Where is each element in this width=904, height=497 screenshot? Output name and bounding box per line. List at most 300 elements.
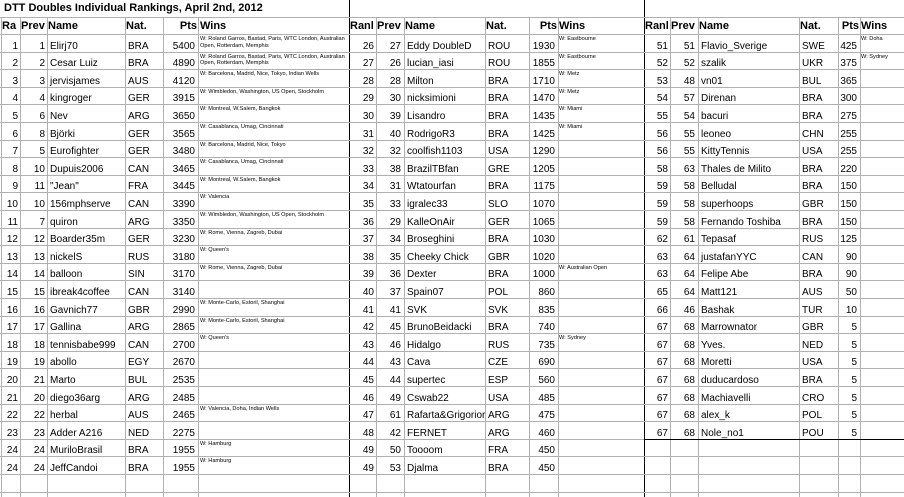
cell-pts: 460 <box>538 427 555 439</box>
cell-wins <box>861 142 904 158</box>
cell-pts: 3465 <box>172 163 195 175</box>
cell-nat: SLO <box>488 199 509 210</box>
cell-name: balloon <box>50 269 83 281</box>
cell-name: Matt121 <box>701 287 738 298</box>
cell-name: Belludal <box>701 181 737 193</box>
cell-rank: 41 <box>362 304 374 316</box>
cell-prev: 32 <box>389 146 401 158</box>
cell-wins <box>559 247 643 263</box>
cell-rank: 10 <box>6 199 18 210</box>
cell-name: Elirj70 <box>50 40 78 52</box>
header-prev: Prev <box>377 20 401 32</box>
cell-nat: UKR <box>802 58 824 70</box>
cell-name: Cswab22 <box>407 392 449 404</box>
cell-nat: BRA <box>802 93 823 105</box>
header-nat: Nat. <box>486 20 507 32</box>
header-divider <box>0 34 904 35</box>
cell-wins <box>559 194 643 210</box>
cell-rank: 28 <box>362 75 374 87</box>
cell-rank: 67 <box>656 427 668 439</box>
cell-pts: 2485 <box>172 392 195 404</box>
cell-name: BrazilTBfan <box>407 163 459 175</box>
cell-name: justafanYYC <box>701 251 757 263</box>
cell-rank: 14 <box>6 269 18 281</box>
cell-name: lucian_iasi <box>407 58 454 70</box>
cell-rank: 13 <box>6 251 18 263</box>
cell-pts: 10 <box>845 304 857 316</box>
row-divider <box>0 386 904 387</box>
cell-wins <box>200 388 348 404</box>
cell-rank: 47 <box>362 410 374 422</box>
cell-rank: 67 <box>656 322 668 334</box>
cell-rank: 17 <box>6 322 18 334</box>
header-wins: Wins <box>861 20 888 32</box>
cell-rank: 26 <box>362 40 374 52</box>
cell-pts: 3565 <box>172 128 195 140</box>
cell-prev: 58 <box>683 216 695 228</box>
row-divider <box>0 474 904 475</box>
header-name: Name <box>405 20 435 32</box>
cell-nat: BRA <box>128 463 149 474</box>
cell-prev: 10 <box>33 163 45 175</box>
cell-pts: 485 <box>538 392 555 404</box>
cell-prev: 61 <box>683 234 695 246</box>
cell-pts: 1030 <box>532 234 555 246</box>
cell-rank: 24 <box>6 463 18 474</box>
header-rank: Ra <box>2 20 17 32</box>
cell-nat: ESP <box>488 375 509 386</box>
cell-rank: 37 <box>362 234 374 246</box>
table-end-line <box>644 439 904 440</box>
cell-name: Fernando Toshiba <box>701 216 781 228</box>
cell-prev: 41 <box>389 304 401 316</box>
cell-pts: 3180 <box>172 251 195 263</box>
cell-name: Moretti <box>701 357 732 369</box>
cell-prev: 24 <box>33 445 45 457</box>
cell-nat: EGY <box>128 357 150 369</box>
cell-pts: 3350 <box>172 216 195 228</box>
cell-prev: 51 <box>683 40 695 52</box>
cell-prev: 49 <box>389 392 401 404</box>
cell-prev: 63 <box>683 163 695 175</box>
cell-name: tennisbabe999 <box>50 339 116 351</box>
cell-name: alex_k <box>701 410 730 422</box>
cell-nat: GER <box>128 234 150 246</box>
cell-wins <box>559 370 643 386</box>
cell-name: Nole_no1 <box>701 427 744 439</box>
cell-name: Wtatourfan <box>407 181 456 193</box>
cell-name: abollo <box>50 357 77 369</box>
cell-prev: 3 <box>39 75 45 87</box>
row-divider <box>0 404 904 405</box>
cell-rank: 31 <box>362 128 374 140</box>
cell-pts: 50 <box>845 287 857 298</box>
cell-pts: 425 <box>840 40 857 52</box>
cell-wins: W: Montreal, W.Salem, Bangkok <box>200 176 281 183</box>
row-divider <box>0 87 904 88</box>
cell-wins <box>200 353 348 369</box>
cell-name: Cheeky Chick <box>407 251 469 263</box>
cell-prev: 54 <box>683 111 695 122</box>
cell-prev: 50 <box>389 445 401 457</box>
cell-name: 156mphserve <box>50 199 111 210</box>
cell-prev: 6 <box>39 111 45 122</box>
cell-nat: CAN <box>802 251 824 263</box>
cell-wins <box>861 423 904 439</box>
cell-nat: USA <box>488 146 509 158</box>
cell-nat: CZE <box>488 357 508 369</box>
cell-wins <box>861 335 904 351</box>
cell-pts: 90 <box>845 251 857 263</box>
cell-prev: 68 <box>683 357 695 369</box>
cell-pts: 2465 <box>172 410 195 422</box>
cell-wins: W: Valencia, Doha, Indian Wells <box>200 405 280 412</box>
cell-rank: 45 <box>362 375 374 386</box>
cell-wins <box>559 388 643 404</box>
cell-name: szalik <box>701 58 727 70</box>
header-rank: Ranl <box>645 20 669 32</box>
cell-pts: 275 <box>840 111 857 122</box>
cell-rank: 35 <box>362 199 374 210</box>
cell-name: BrunoBeidacki <box>407 322 472 334</box>
cell-prev: 13 <box>33 251 45 263</box>
cell-nat: CHN <box>802 128 824 140</box>
cell-prev: 68 <box>683 427 695 439</box>
cell-prev: 52 <box>683 58 695 70</box>
cell-wins <box>861 194 904 210</box>
cell-wins <box>559 353 643 369</box>
cell-pts: 5 <box>851 410 857 422</box>
cell-name: RodrigoR3 <box>407 128 455 140</box>
cell-name: Machiavelli <box>701 392 751 404</box>
cell-rank: 22 <box>6 410 18 422</box>
cell-nat: AUS <box>128 75 149 87</box>
cell-pts: 1955 <box>172 463 195 474</box>
cell-nat: BRA <box>128 445 149 457</box>
cell-wins <box>559 441 643 457</box>
cell-rank: 42 <box>362 322 374 334</box>
cell-rank: 18 <box>6 339 18 351</box>
cell-rank: 7 <box>12 146 18 158</box>
cell-nat: POL <box>802 410 823 422</box>
cell-rank: 20 <box>6 375 18 386</box>
cell-nat: ARG <box>128 322 150 334</box>
cell-wins: W: Queen's <box>200 247 229 254</box>
row-divider <box>0 263 904 264</box>
cell-name: Adder A216 <box>50 427 103 439</box>
cell-name: duducardoso <box>701 375 759 386</box>
cell-nat: CAN <box>128 199 150 210</box>
cell-nat: BRA <box>488 234 509 246</box>
cell-nat: RUS <box>128 251 150 263</box>
cell-pts: 5 <box>851 427 857 439</box>
cell-pts: 3390 <box>172 199 195 210</box>
cell-wins <box>861 106 904 122</box>
cell-wins: W: Doha <box>861 36 883 42</box>
cell-pts: 2275 <box>172 427 195 439</box>
cell-nat: BUL <box>802 75 822 87</box>
cell-prev: 42 <box>389 427 401 439</box>
cell-name: Lisandro <box>407 111 446 122</box>
cell-rank: 48 <box>362 427 374 439</box>
cell-prev: 46 <box>683 304 695 316</box>
cell-pts: 450 <box>538 445 555 457</box>
cell-wins: W: Roland Garros, Bastad, Paris, WTC London, Australian Open, Rotterdam, Memphis <box>200 36 345 49</box>
cell-name: nicksimioni <box>407 93 456 105</box>
row-divider <box>0 210 904 211</box>
cell-rank: 34 <box>362 181 374 193</box>
cell-rank: 55 <box>656 111 668 122</box>
cell-name: Marrownator <box>701 322 758 334</box>
cell-prev: 29 <box>389 216 401 228</box>
cell-prev: 4 <box>39 93 45 105</box>
cell-prev: 36 <box>389 269 401 281</box>
cell-pts: 560 <box>538 375 555 386</box>
cell-rank: 9 <box>12 181 18 193</box>
cell-name: Yves. <box>701 339 726 351</box>
cell-nat: BRA <box>488 181 509 193</box>
cell-name: igralec33 <box>407 199 448 210</box>
cell-prev: 8 <box>39 128 45 140</box>
cell-name: Broseghini <box>407 234 455 246</box>
cell-pts: 450 <box>538 463 555 474</box>
cell-rank: 2 <box>12 58 18 70</box>
cell-rank: 6 <box>12 128 18 140</box>
cell-wins <box>861 89 904 105</box>
cell-nat: AUS <box>802 287 823 298</box>
block-divider <box>644 0 645 497</box>
cell-rank: 39 <box>362 269 374 281</box>
cell-name: KalleOnAir <box>407 216 455 228</box>
cell-nat: RUS <box>488 339 510 351</box>
cell-rank: 19 <box>6 357 18 369</box>
cell-nat: USA <box>488 392 509 404</box>
cell-rank: 36 <box>362 216 374 228</box>
cell-prev: 34 <box>389 234 401 246</box>
cell-nat: FRA <box>128 181 148 193</box>
cell-rank: 44 <box>362 357 374 369</box>
cell-nat: USA <box>802 146 823 158</box>
cell-pts: 3170 <box>172 269 195 281</box>
cell-wins: W: Casablanca, Umag, Cincinnati <box>200 124 284 130</box>
cell-rank: 40 <box>362 287 374 298</box>
cell-nat: NED <box>802 339 824 351</box>
cell-wins <box>861 212 904 228</box>
cell-name: Cesar Luiz <box>50 58 98 70</box>
cell-name: Milton <box>407 75 434 87</box>
header-name: Name <box>48 20 78 32</box>
cell-wins: W: Rome, Vienna, Zagreb, Dubai <box>200 229 283 236</box>
cell-prev: 68 <box>683 410 695 422</box>
cell-pts: 3480 <box>172 146 195 158</box>
cell-nat: BRA <box>802 111 823 122</box>
cell-nat: BRA <box>488 128 509 140</box>
cell-prev: 23 <box>33 427 45 439</box>
cell-pts: 150 <box>840 199 857 210</box>
cell-pts: 255 <box>840 128 857 140</box>
cell-name: jervisjames <box>50 75 101 87</box>
cell-name: herbal <box>50 410 78 422</box>
cell-prev: 64 <box>683 251 695 263</box>
cell-pts: 735 <box>538 339 555 351</box>
cell-nat: BRA <box>802 375 823 386</box>
row-divider <box>0 52 904 53</box>
cell-pts: 1435 <box>532 111 555 122</box>
cell-name: Flavio_Sverige <box>701 40 768 52</box>
cell-rank: 54 <box>656 93 668 105</box>
cell-prev: 44 <box>389 375 401 386</box>
cell-name: Hidalgo <box>407 339 441 351</box>
cell-pts: 5 <box>851 322 857 334</box>
cell-name: Boarder35m <box>50 234 106 246</box>
cell-prev: 39 <box>389 111 401 122</box>
cell-wins: W: Australian Open <box>559 264 608 271</box>
cell-wins: W: Metz <box>559 71 580 78</box>
cell-wins <box>861 370 904 386</box>
cell-nat: BRA <box>802 181 823 193</box>
cell-pts: 835 <box>538 304 555 316</box>
header-pts: Pts <box>179 20 197 32</box>
cell-wins: W: Casablanca, Umag, Cincinnati <box>200 159 284 166</box>
cell-nat: BRA <box>488 93 509 105</box>
cell-wins <box>861 353 904 369</box>
cell-prev: 17 <box>33 322 45 334</box>
cell-nat: ARG <box>488 410 510 422</box>
cell-prev: 7 <box>39 216 45 228</box>
cell-pts: 2670 <box>172 357 195 369</box>
cell-wins <box>200 423 348 439</box>
cell-name: Dexter <box>407 269 437 281</box>
cell-nat: BRA <box>128 58 149 70</box>
cell-wins: W: Miami <box>559 106 583 113</box>
cell-wins <box>559 230 643 246</box>
cell-rank: 38 <box>362 251 374 263</box>
cell-wins <box>861 230 904 246</box>
row-divider <box>0 351 904 352</box>
column-divider <box>198 17 199 497</box>
cell-prev: 43 <box>389 357 401 369</box>
cell-prev: 11 <box>34 181 45 193</box>
header-nat: Nat. <box>800 20 821 32</box>
cell-nat: BRA <box>488 463 509 474</box>
cell-prev: 55 <box>683 128 695 140</box>
cell-name: Eurofighter <box>50 146 99 158</box>
cell-prev: 27 <box>389 40 401 52</box>
cell-nat: POU <box>802 427 824 439</box>
cell-prev: 64 <box>683 269 695 281</box>
cell-rank: 29 <box>362 93 374 105</box>
cell-prev: 19 <box>33 357 45 369</box>
cell-wins: W: Eastbourne <box>559 36 596 42</box>
cell-rank: 16 <box>6 304 18 316</box>
cell-name: JeffCandoi <box>50 463 98 474</box>
cell-pts: 2700 <box>172 339 195 351</box>
cell-name: Marto <box>50 375 76 386</box>
cell-prev: 33 <box>389 199 401 210</box>
cell-rank: 32 <box>362 146 374 158</box>
cell-rank: 43 <box>362 339 374 351</box>
cell-prev: 68 <box>683 339 695 351</box>
cell-prev: 16 <box>33 304 45 316</box>
cell-wins <box>559 212 643 228</box>
cell-prev: 40 <box>389 128 401 140</box>
cell-pts: 860 <box>538 287 555 298</box>
cell-nat: CAN <box>128 339 150 351</box>
cell-pts: 1205 <box>532 163 555 175</box>
cell-pts: 3230 <box>172 234 195 246</box>
cell-wins <box>861 71 904 87</box>
cell-wins: W: Monte-Carlo, Estoril, Shanghai <box>200 317 285 324</box>
cell-prev: 15 <box>33 287 45 298</box>
cell-wins: W: Valencia <box>200 194 230 201</box>
cell-wins: W: Wimbledon, Washington, US Open, Stockholm <box>200 212 325 218</box>
cell-wins <box>861 124 904 140</box>
cell-name: leoneo <box>701 128 732 140</box>
cell-nat: CRO <box>802 392 825 404</box>
cell-pts: 4120 <box>172 75 195 87</box>
cell-nat: RUS <box>802 234 824 246</box>
cell-name: KittyTennis <box>701 146 750 158</box>
cell-prev: 61 <box>389 410 401 422</box>
cell-prev: 35 <box>389 251 401 263</box>
cell-rank: 1 <box>12 40 18 52</box>
cell-nat: SWE <box>802 40 825 52</box>
cell-pts: 5 <box>851 392 857 404</box>
cell-wins: W: Miami <box>559 124 583 130</box>
cell-nat: ARG <box>128 392 150 404</box>
cell-name: coolfish1103 <box>407 146 463 158</box>
cell-nat: ROU <box>488 40 511 52</box>
cell-wins: W: Sydney <box>559 335 586 342</box>
cell-rank: 59 <box>656 181 668 193</box>
cell-nat: BUL <box>128 375 148 386</box>
cell-rank: 12 <box>6 234 18 246</box>
cell-rank: 49 <box>362 463 374 474</box>
cell-wins: W: Hamburg <box>200 458 232 465</box>
cell-name: Bashak <box>701 304 735 316</box>
cell-rank: 56 <box>656 128 668 140</box>
cell-name: diego36arg <box>50 392 101 404</box>
cell-nat: ROU <box>488 58 511 70</box>
cell-rank: 59 <box>656 199 668 210</box>
cell-wins: W: Hamburg <box>200 440 232 447</box>
cell-pts: 740 <box>538 322 555 334</box>
page-title: DTT Doubles Individual Rankings, April 2nd, 2012 <box>4 2 263 14</box>
cell-wins: W: Monte-Carlo, Estoril, Shanghai <box>200 300 285 306</box>
cell-name: ibreak4coffee <box>50 287 110 298</box>
cell-name: Gallina <box>50 322 82 334</box>
cell-nat: SVK <box>488 304 509 316</box>
cell-pts: 3915 <box>172 93 195 105</box>
cell-pts: 1710 <box>532 75 555 87</box>
cell-pts: 3650 <box>172 111 195 122</box>
row-divider <box>0 140 904 141</box>
header-prev: Prev <box>21 20 45 32</box>
cell-nat: BRA <box>802 163 823 175</box>
cell-prev: 14 <box>33 269 45 281</box>
cell-pts: 475 <box>538 410 555 422</box>
cell-prev: 37 <box>389 287 401 298</box>
cell-wins <box>861 282 904 298</box>
cell-name: supertec <box>407 375 446 386</box>
cell-name: nickelS <box>50 251 83 263</box>
cell-name: Dupuis2006 <box>50 163 104 175</box>
block-divider <box>349 0 350 497</box>
cell-pts: 1425 <box>532 128 555 140</box>
cell-wins: W: Wimbledon, Washington, US Open, Stockholm <box>200 88 325 95</box>
cell-nat: BRA <box>488 75 509 87</box>
cell-wins <box>559 159 643 175</box>
